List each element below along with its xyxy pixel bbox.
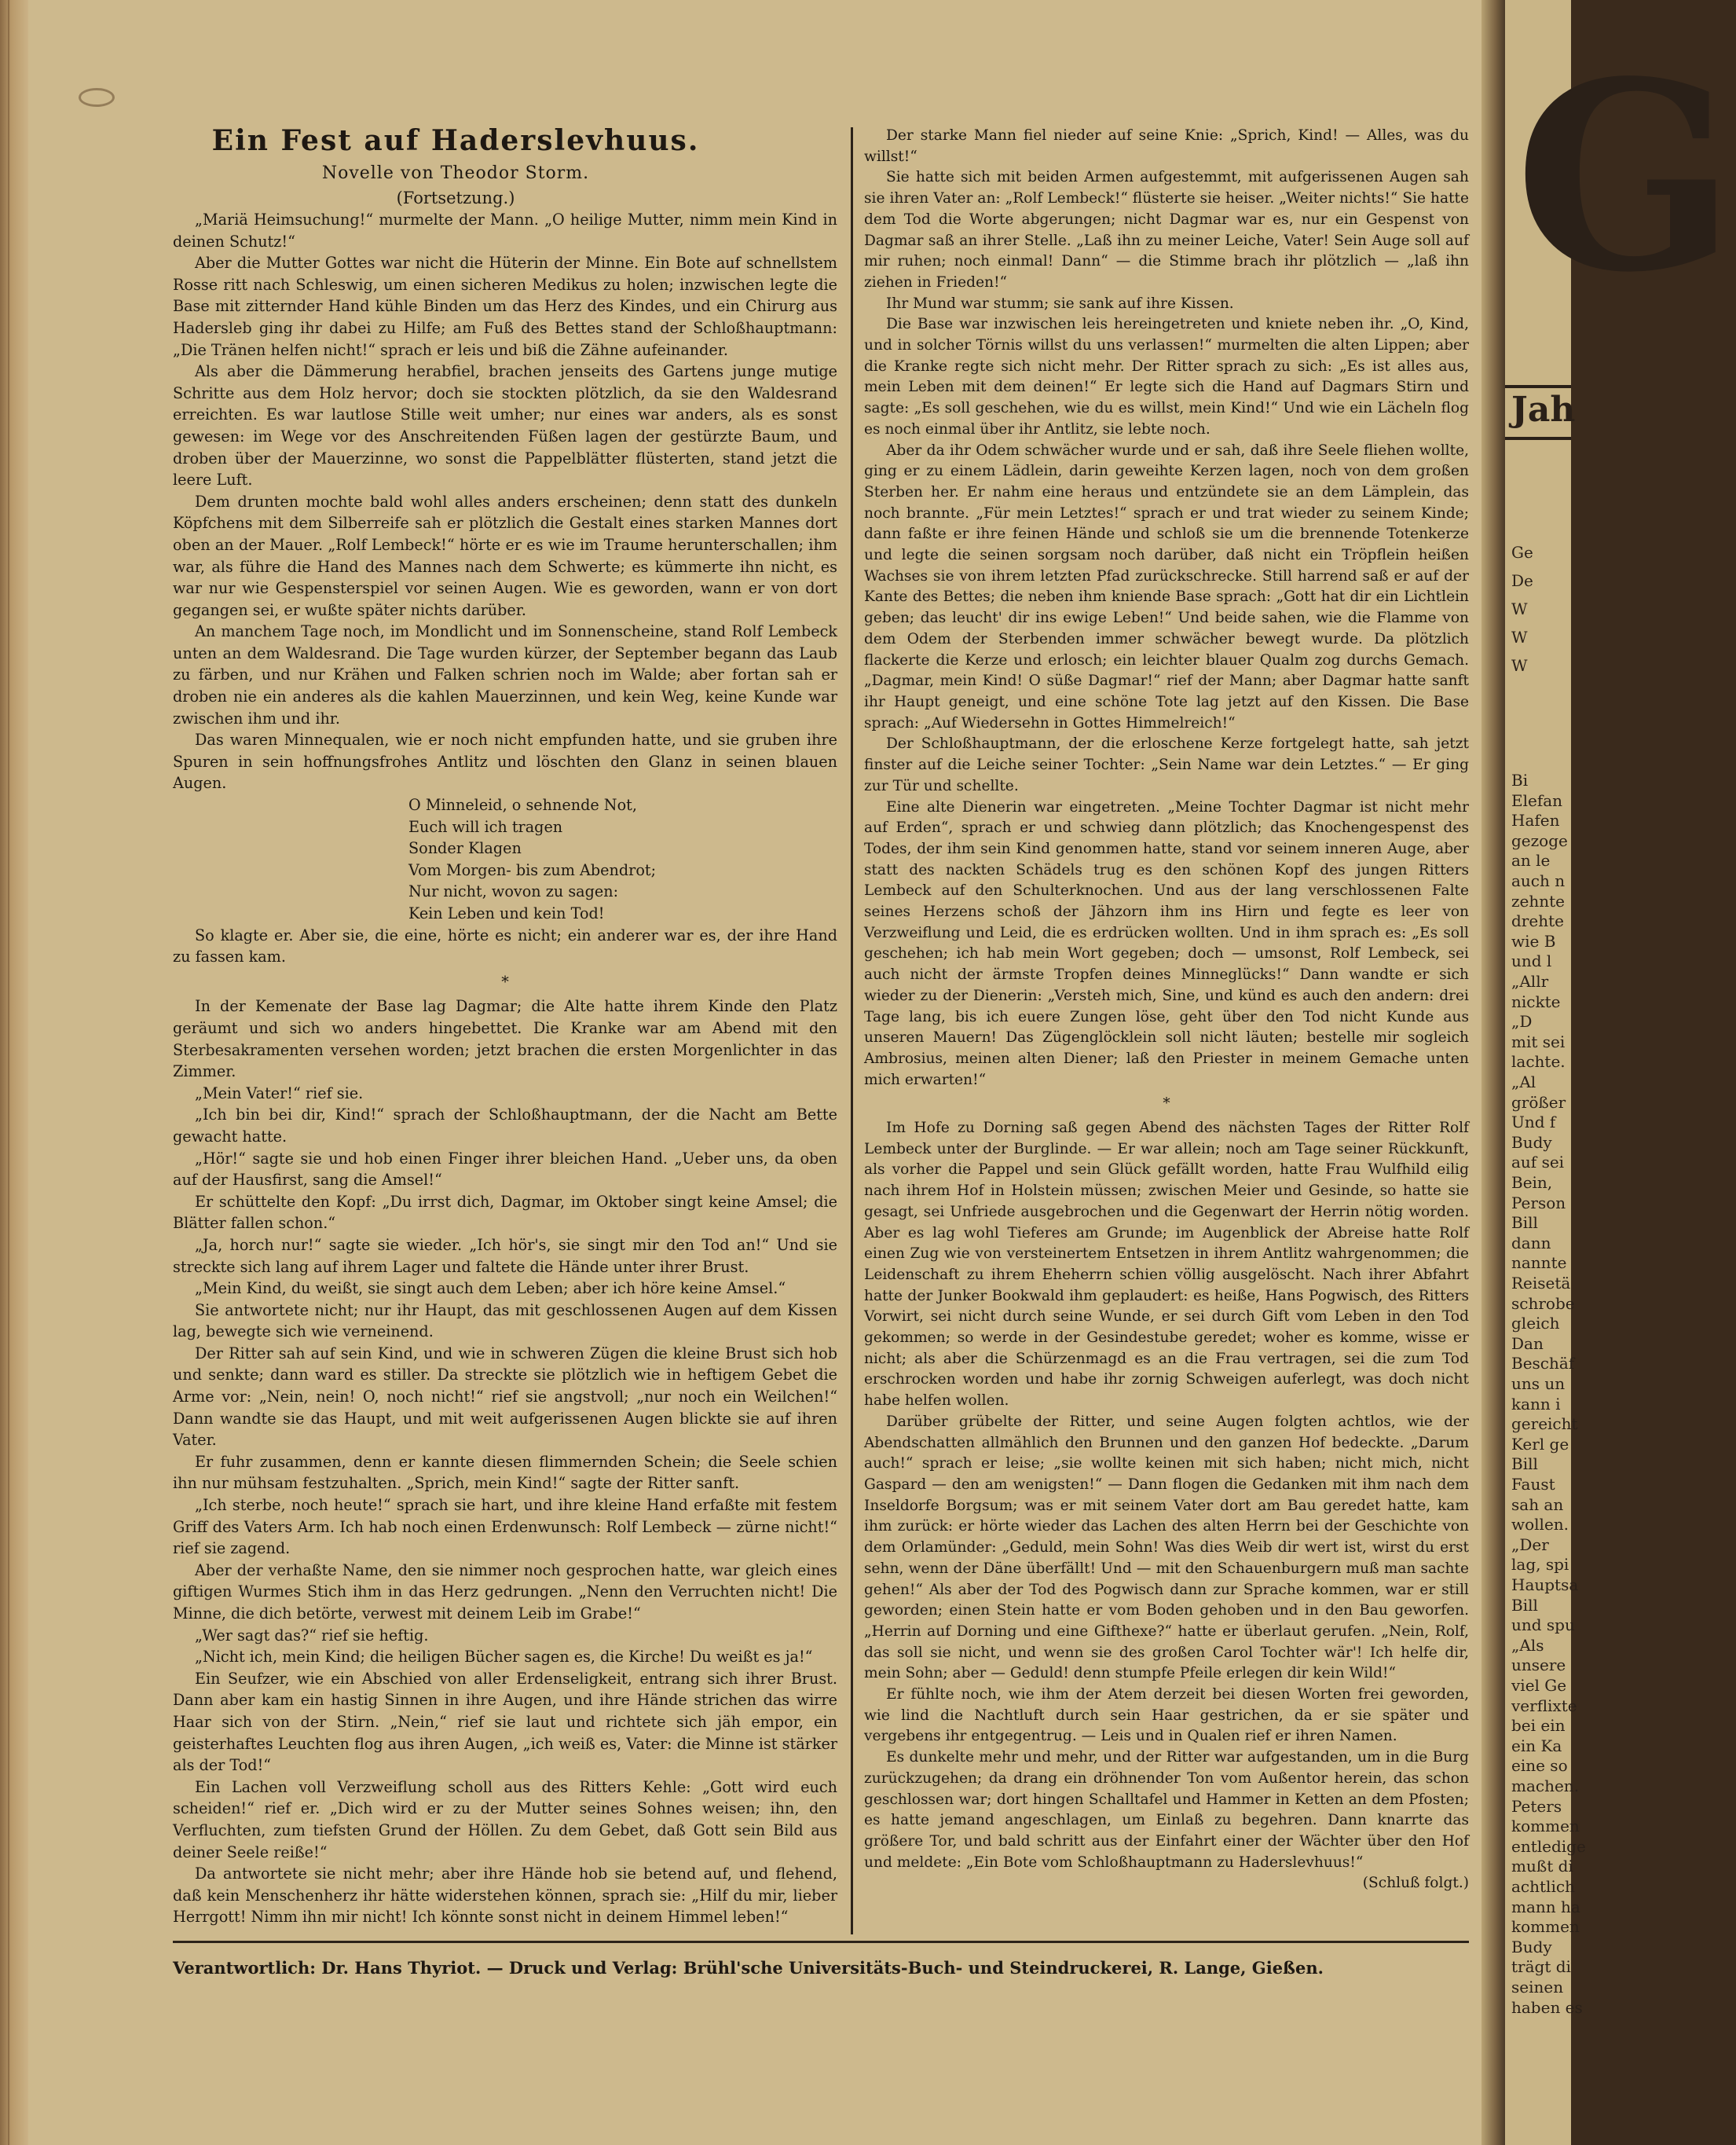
paragraph: „Ich bin bei dir, Kind!“ sprach der Schloßhauptmann, der die Nacht am Bette gewacht hatte. (173, 1106, 837, 1146)
adjacent-word-fragment: Faust (1511, 1475, 1555, 1494)
adjacent-word-fragment: bei ein (1511, 1716, 1566, 1736)
adjacent-word-fragment: lachte. (1511, 1052, 1566, 1072)
adjacent-word-fragment: Peters (1511, 1796, 1562, 1816)
left-paragraphs-part2 (173, 996, 837, 1928)
paragraph: „Hör!“ sagte sie und hob einen Finger ihrer bleichen Hand. „Ueber uns, da oben auf der Hausfirst, sang die Amsel!“ (173, 1149, 837, 1190)
adjacent-word-fragment: Beschäf (1511, 1354, 1575, 1373)
page-gutter (1481, 0, 1505, 2145)
paragraph: Aber die Mutter Gottes war nicht die Hüterin der Minne. Ein Bote auf schnellstem Rosse ritt nach Schleswig, um einen sicheren Medikus zu holen; inzwischen legte die Base mit zitternder Hand kühle Binden um das Herz des Kindes, und ein Chirurg aus Hadersleb ging ihr dabei zu Hilfe; am Fuß des Bettes stand der Schloßhauptmann: „Die Tränen helfen nicht!“ sprach er leis und biß die Zähne aufeinander. (173, 254, 837, 359)
adjacent-word-fragment: Und f (1511, 1113, 1556, 1132)
left-column (173, 209, 837, 1928)
adjacent-word-fragment: und l (1511, 952, 1552, 971)
adjacent-word-fragment: kommen (1511, 1817, 1580, 1836)
adjacent-word-fragment: trägt di (1511, 1957, 1571, 1977)
paragraph: „Mein Vater!“ rief sie. (195, 1084, 364, 1102)
adjacent-word-fragment: „Al (1511, 1072, 1536, 1091)
adjacent-word-fragment: und spu (1511, 1615, 1575, 1635)
adjacent-word-fragment: wie B (1511, 931, 1556, 951)
adjacent-word-fragment: „Als (1511, 1635, 1544, 1655)
adjacent-word-fragment: seinen (1511, 1978, 1564, 1996)
binding-edge (0, 0, 28, 2145)
paragraph: Als aber die Dämmerung herabfiel, brachen jenseits des Gartens junge mutige Schritte aus dem Holz hervor; doch sie stockten plötzlich, da sie den Waldesrand erreichten. Es war lautlose Stille weit umher; nur eines war anders, als es sonst gewesen: im Wege vor des Anschreitenden Füßen lagen der gestürzte Baum, und droben über der Mauerzinne, wo sonst die Pappelblätter flüsterten, stand jetzt die leere Luft. (173, 362, 837, 490)
adjacent-word-fragment: unsere (1511, 1656, 1566, 1675)
paragraph: Dem drunten mochte bald wohl alles anders erscheinen; denn statt des dunkeln Köpfchens mit dem Silberreife sah er plötzlich die Gestalt eines starken Mannes dort oben an der Mauer. „Rolf Lembeck!“ hörte er es wie im Traume herunterschallen; ihm war, als führe die Hand des Mannes nach dem Schwerte; es kümmerte ihn nicht, es war nur wie Gespensterspiel vor seinen Augen. Wie es geworden, wann er von dort gegangen sei, er wußte später nichts darüber. (173, 492, 837, 619)
adjacent-page-fragment (1505, 0, 1736, 2145)
paragraph: Sie hatte sich mit beiden Armen aufgestemmt, mit aufgerissenen Augen sah sie ihren Vater an: „Rolf Lembeck!“ flüsterte sie heiser. „Weiter nichts!“ Sie hatte dem Tod die Worte abgerungen; nicht Dagmar war es, nur ein Gespenst von Dagmar saß an ihrer Stelle. „Laß ihn zu meiner Leiche, Vater! Sein Auge soll auf mir ruhen; noch einmal! Dann“ — die Stimme brach ihr plötzlich — „laß ihn ziehen in Frieden!“ (864, 169, 1469, 291)
adjacent-word-fragment: verflixte (1511, 1696, 1577, 1715)
paragraph: „Ja, horch nur!“ sagte sie wieder. „Ich hör's, sie singt mir den Tod an!“ Und sie streckte sich lang auf ihrem Lager und faltete die Hände unter ihrer Brust. (173, 1235, 837, 1276)
paragraph: Im Hofe zu Dorning saß gegen Abend des nächsten Tages der Ritter Rolf Lembeck unter der Burglinde. — Er war allein; noch am Tage seiner Rückkunft, als vorher die Pappel und sein Glück gefällt worden, hatte Frau Wulfhild eilig nach ihrem Hof in Holstein müssen; zwischen Meier und Gesinde, so hatte sie gesagt, sei Unfriede ausgebrochen und die Gegenwart der Herrin nötig worden. Aber es lag wohl Tieferes am Grunde; im Augenblick der Abreise hatte Rolf einen Zug wie von versteinertem Entsetzen in ihrem Antlitz wahrgenommen; die Leidenschaft zu ihrem Eheherrn schien völlig ausgelöscht. Nach ihrer Abfahrt hatte der Junker Bookwald ihm geplaudert: es heiße, Hans Pogwisch, des Ritters Vorwirt, sei nicht durch seine Wunde, er sei durch Gift vom Leben in den Tod gekommen; so werde in der Gesindestube geredet; woher es komme, wisse er nicht; als aber die Schürzenmagd es an die Frau vertragen, sei die zum Tod erschrocken worden und habe ihr zornig Schweigen auferlegt, was doch nicht habe helfen wollen. (864, 1120, 1469, 1410)
paragraph: Der starke Mann fiel nieder auf seine Knie: „Sprich, Kind! — Alles, was du willst!“ (864, 127, 1469, 165)
adjacent-word-fragment: „D (1511, 1012, 1533, 1032)
adjacent-word-fragment: größer (1511, 1092, 1566, 1112)
poem (173, 794, 837, 925)
adjacent-word-fragment: Budy (1511, 1937, 1552, 1956)
paragraph: Sie antwortete nicht; nur ihr Haupt, das mit geschlossenen Augen auf dem Kissen lag, bewegte sich wie verneinend. (173, 1300, 837, 1341)
section-divider-star: * (1163, 1095, 1170, 1113)
adjacent-word-fragment: lag, spi (1511, 1555, 1569, 1575)
adjacent-word-fragment: dann (1511, 1233, 1551, 1252)
column-divider (851, 127, 853, 1934)
adjacent-word-fragment: wollen. (1511, 1515, 1569, 1534)
adjacent-word-fragment: drehte (1511, 911, 1564, 931)
left-paragraphs-after-poem (173, 925, 837, 968)
paragraph: In der Kemenate der Base lag Dagmar; die Alte hatte ihrem Kinde den Platz geräumt und sich wo anders hingebettet. Die Kranke war am Abend mit den Sterbesakramenten versehen worden; jetzt brachen die ersten Morgenlichter in das Zimmer. (173, 997, 837, 1081)
poem-line: Euch will ich tragen (408, 817, 563, 836)
paragraph: Der Ritter sah auf sein Kind, und wie in schweren Zügen die kleine Brust sich hob und senkte; dann ward es stiller. Da streckte sie plötzlich wie in heftigem Gebet die Arme vor: „Nein, nein! O, noch nicht!“ rief sie angstvoll; „nur noch ein Weilchen!“ Dann wandte sie das Haupt, und mit weit aufgerissenen Augen blickte sie auf ihren Vater. (173, 1344, 837, 1450)
poem-line: Vom Morgen- bis zum Abendrot; (408, 860, 657, 879)
paragraph: Da antwortete sie nicht mehr; aber ihre Hände hob sie betend auf, und flehend, daß kein Menschenherz ihr hätte widerstehen können, sprach sie: „Hilf du mir, lieber Herrgott! Nimm ihn mir nicht! Ich könnte sonst nicht in deinem Himmel leben!“ (173, 1864, 837, 1927)
adjacent-rule (1505, 437, 1571, 440)
adjacent-word-fragment: „Allr (1511, 972, 1549, 991)
paragraph: Er fuhr zusammen, denn er kannte diesen flimmernden Schein; die Seele schien ihn nur mühsam festzuhalten. „Sprich, mein Kind!“ sagte der Ritter sanft. (173, 1452, 837, 1493)
adjacent-word-fragment: De (1511, 571, 1533, 590)
paragraph: Eine alte Dienerin war eingetreten. „Meine Tochter Dagmar ist nicht mehr auf Erden“, sprach er und schwieg dann plötzlich; das Knochengespenst des Todes, der ihm sein Kind genommen hatte, stand vor seinem inneren Auge, aber statt des nackten Schädels trug es den schönen Kopf des jungen Ritters Lembeck auf den Schulterknochen. Und aus der lang verschlossenen Falte seines Herzens schoß der Jähzorn ihm ins Hirn und fegte es leer von Verzweiflung und Leid, die es erdrücken wollten. Und in ihm sprach es: „Es soll geschehen; ich hab mein Wort gegeben; doch — umsonst, Rolf Lembeck, sei auch nicht der ärmste Tropfen deines Minneglücks!“ Dann wandte er sich wieder zu der Dienerin: „Versteh mich, Sine, und künd es auch den andern: drei Tage lang, bis ich euere Zungen löse, geht über den Tod nicht Kunde aus unseren Mauern! Das Zügenglöcklein soll nicht läuten; bestelle mir sogleich Ambrosius, meinen alten Diener; laß den Priester in meinem Gemache unten mich erwarten!“ (864, 798, 1469, 1088)
adjacent-word-fragment: auch n (1511, 871, 1566, 890)
adjacent-word-fragment: Bill (1511, 1454, 1538, 1474)
adjacent-word-fragment: machen. (1511, 1776, 1580, 1795)
paragraph: „Nicht ich, mein Kind; die heiligen Bücher sagen es, die Kirche! Du weißt es ja!“ (195, 1648, 813, 1666)
adjacent-word-fragment: zehnte (1511, 891, 1566, 911)
adjacent-word-fragment: achtlich (1511, 1877, 1575, 1896)
adjacent-word-fragment: kann i (1511, 1394, 1561, 1414)
imprint-line: Verantwortlich: Dr. Hans Thyriot. — Druck und Verlag: Brühl'sche Universitäts-Buch- und Steindruckerei, R. Lange, Gießen. (173, 1958, 1324, 1978)
article-subtitle: Novelle von Theodor Storm. (321, 163, 590, 183)
paragraph: Er schüttelte den Kopf: „Du irrst dich, Dagmar, im Oktober singt keine Amsel; die Blätter fallen schon.“ (173, 1192, 837, 1233)
left-paragraphs (173, 209, 837, 794)
adjacent-word-fragment: Bi (1511, 771, 1529, 790)
paragraph: Ihr Mund war stumm; sie sank auf ihre Kissen. (886, 295, 1234, 312)
adjacent-word-fragment: gezoge (1511, 830, 1568, 850)
adjacent-word-fragment: viel Ge (1511, 1676, 1567, 1695)
adjacent-word-fragment: auf sei (1511, 1153, 1565, 1172)
paragraph: An manchem Tage noch, im Mondlicht und im Sonnenscheine, stand Rolf Lembeck unten an dem Waldesrand. Die Tage wurden kürzer, der September begann das Laub zu färben, und nur Krähen und Falken schrien noch im Walde; aber fortan sah er droben nie ein anderes als die kahlen Mauerzinnen, und kein Weg, keine Kunde war zwischen ihm und ihr. (173, 622, 837, 728)
adjacent-word-fragment: kommen (1511, 1917, 1580, 1937)
paragraph: Ein Lachen voll Verzweiflung scholl aus des Ritters Kehle: „Gott wird euch scheiden!“ rief er. „Dich wird er zu der Mutter seines Sohnes weisen; ihn, den Verfluchten, zum tiefsten Grund der Höllen. Zu dem Gebet, daß Gott sein Bild aus deiner Seele reiße!“ (173, 1777, 837, 1861)
right-paragraphs (864, 126, 1469, 1091)
adjacent-word-fragment: ein Ka (1511, 1736, 1562, 1755)
adjacent-word-fragment: Reisetä (1511, 1274, 1571, 1292)
paragraph: Der Schloßhauptmann, der die erloschene Kerze fortgelegt hatte, sah jetzt finster auf die Leiche seiner Tochter: „Sein Name war dein Letztes.“ — Er ging zur Tür und schellte. (864, 735, 1469, 794)
page-mark (79, 88, 115, 107)
paragraph: „Mariä Heimsuchung!“ murmelte der Mann. „O heilige Mutter, nimm mein Kind in deinen Schutz!“ (173, 211, 837, 251)
adjacent-title-fragment: Jah (1511, 390, 1576, 430)
right-column (864, 126, 1469, 1894)
paragraph: So klagte er. Aber sie, die eine, hörte es nicht; ein anderer war es, der ihre Hand zu fassen kam. (173, 926, 837, 966)
paragraph: Die Base war inzwischen leis hereingetreten und kniete neben ihr. „O, Kind, und in solcher Törnis willst du uns verlassen!“ murmelten die alten Lippen; aber die Kranke regte sich nicht mehr. Der Ritter sprach zu sich: „Es ist alles aus, mein Leben mit dem deinen!“ Er legte sich die Hand auf Dagmars Stirn und sagte: „Es soll geschehen, wie du es willst, mein Kind!“ Und wie ein Lächeln flog es noch einmal über ihr Antlitz, sie lebte noch. (864, 316, 1469, 438)
paragraph: „Mein Kind, du weißt, sie singt auch dem Leben; aber ich höre keine Amsel.“ (195, 1279, 786, 1298)
adjacent-word-fragment: W (1511, 656, 1528, 675)
adjacent-word-fragment: mit sei (1511, 1032, 1566, 1051)
adjacent-word-fragment: Elefan (1511, 790, 1563, 810)
adjacent-word-fragment: uns un (1511, 1374, 1566, 1393)
paragraph: „Wer sagt das?“ rief sie heftig. (195, 1626, 429, 1644)
adjacent-word-fragment: „Der (1511, 1534, 1549, 1554)
adjacent-word-fragment: gleich (1511, 1314, 1560, 1333)
paragraph: Es dunkelte mehr und mehr, und der Ritter war aufgestanden, um in die Burg zurückzugehen; da drang ein dröhnender Ton vom Außentor herein, das schon geschlossen war; dort hingen Schalltafel und Hammer in Ketten an dem Pfosten; es hatte jemand angeschlagen, um Einlaß zu begehren. Dann knarrte das größere Tor, und bald schritt aus der Einfahrt einer der Wächter über den Hof und meldete: „Ein Bote vom Schloßhauptmann zu Haderslevhuus!“ (864, 1749, 1469, 1871)
paragraph: Er fühlte noch, wie ihm der Atem derzeit bei diesen Worten frei geworden, wie lind die Nachtluft durch sein Haar gestrichen, da er sie später und vergebens ihr entgegentrug. — Leis und in Qualen rief er ihren Namen. (864, 1686, 1469, 1745)
adjacent-word-fragment: W (1511, 628, 1528, 647)
adjacent-word-fragment: nannte (1511, 1253, 1567, 1273)
adjacent-word-fragment: Hafen (1511, 811, 1560, 830)
paragraph: Darüber grübelte der Ritter, und seine Augen folgten achtlos, wie der Abendschatten allmählich den Brunnen und den ganzen Hof bedeckte. „Darum auch!“ sprach er leise; „sie wollte keinen mit sich haben; nicht mich, nicht Gaspard — den am wenigsten!“ — Dann flogen die Gedanken mit ihm nach dem Inseldorfe Borgsum; was er mit seinem Vater dort am Bau geredet hatte, kam ihm zurück: er hörte wieder das Lachen des alten Herrn bei der Geschichte von dem Orlamünder: „Geduld, mein Sohn! Was dies Weib dir wert ist, wirst du erst sehn, wenn der Däne überfällt! Und — mit den Schauenburgern muß man sachte gehen!“ Als aber der Tod des Pogwisch dann zur Sprache kommen, war er still geworden; einen Stein hatte er vom Boden gehoben und in den Bau geworfen. „Herrin auf Dorning und eine Gifthexe?“ hatte er überlaut gerufen. „Nein, Rolf, das soll sie nicht, und wenn sie des großen Carol Tochter wär'! Ich helfe dir, mein Sohn; aber — Geduld! denn stumpfe Pfeile erlegen dir kein Wild!“ (864, 1413, 1469, 1682)
adjacent-word-fragment: mann ha (1511, 1897, 1580, 1916)
paragraph: Aber der verhaßte Name, den sie nimmer noch gesprochen hatte, war gleich eines giftigen Wurmes Stich ihm in das Herz gedrungen. „Nenn den Verruchten nicht! Die Minne, die dich betörte, verwest mit deinem Leib im Grabe!“ (173, 1560, 837, 1622)
poem-line: O Minneleid, o sehnende Not, (408, 796, 637, 815)
poem-line: Nur nicht, wovon zu sagen: (408, 882, 619, 901)
adjacent-word-fragment: entledige (1511, 1836, 1586, 1856)
adjacent-word-fragment: sah an (1511, 1494, 1564, 1514)
paragraph: Das waren Minnequalen, wie er noch nicht empfunden hatte, und sie gruben ihre Spuren in sein hoffnungsfrohes Antlitz und löschten den Glanz in seinen blauen Augen. (173, 731, 837, 793)
adjacent-word-fragment: mußt di (1511, 1857, 1573, 1876)
adjacent-word-fragment: Dan (1511, 1333, 1544, 1353)
adjacent-word-fragment: Budy (1511, 1132, 1552, 1152)
adjacent-word-fragment: an le (1511, 851, 1551, 871)
adjacent-word-fragment: haben es (1511, 1997, 1583, 2017)
poem-line: Kein Leben und kein Tod! (408, 904, 605, 922)
article-title: Ein Fest auf Haderslevhuus. (211, 124, 700, 157)
poem-line: Sonder Klagen (408, 839, 522, 858)
adjacent-word-fragment: eine so (1511, 1756, 1568, 1776)
right-paragraphs-part2 (864, 1118, 1469, 1873)
to-be-concluded: (Schluß folgt.) (1362, 1875, 1469, 1892)
adjacent-word-fragment: W (1511, 600, 1528, 618)
continuation-note: (Fortsetzung.) (396, 189, 515, 207)
adjacent-word-fragment: Hauptsa (1511, 1575, 1579, 1594)
adjacent-word-fragment: gereicht (1511, 1414, 1578, 1434)
paragraph: „Ich sterbe, noch heute!“ sprach sie hart, und ihre kleine Hand erfaßte mit festem Griff des Vaters Arm. Ich hab noch einen Erdenwunsch: Rolf Lembeck — zürne nicht!“ rief sie zagend. (173, 1496, 837, 1558)
adjacent-word-fragment: schrobe (1511, 1293, 1575, 1313)
section-divider-star: * (501, 972, 509, 991)
adjacent-word-fragment: Ge (1511, 543, 1533, 562)
adjacent-word-fragment: Bill (1511, 1595, 1538, 1615)
adjacent-rule (1505, 385, 1571, 388)
footer-rule (173, 1941, 1469, 1943)
adjacent-word-fragment: nickte (1511, 992, 1561, 1011)
paragraph: Ein Seufzer, wie ein Abschied von aller Erdenseligkeit, entrang sich ihrer Brust. Dann aber kam ein hastig Sinnen in ihre Augen, und ihre Hände strichen das wirre Haar sich von der Stirn. „Nein,“ rief sie laut und richtete sich jäh empor, ein geisterhaftes Leuchten flog aus ihren Augen, „ich weiß es, Vater: die Minne ist stärker als der Tod!“ (173, 1669, 837, 1775)
paragraph: Aber da ihr Odem schwächer wurde und er sah, daß ihre Seele fliehen wollte, ging er zu einem Lädlein, darin geweihte Kerzen lagen, noch von dem großen Sterben her. Er nahm eine heraus und entzündete sie an dem Lämplein, das noch brannte. „Für mein Letztes!“ sprach er und trat wieder zu seinem Kinde; dann faßte er ihre feinen Hände und schloß sie um die brennende Totenkerze und legte die seinen sorgsam noch darüber, daß nicht ein Tröpflein heißen Wachses sie von ihrem letzten Pfad zurückschrecke. Still harrend saß er auf der Kante des Bettes; die neben ihm kniende Base sprach: „Gott hat dir ein Lichtlein geben; das leucht' dir ins ewige Leben!“ Und beide sahen, wie die Flamme von dem Odem der Sterbenden immer schwächer bewegt wurde. Da plötzlich flackerte die Kerze und erlosch; ein leichter blauer Qualm zog durchs Gemach. „Dagmar, mein Kind! O süße Dagmar!“ rief der Mann; aber Dagmar hatte sanft ihr Haupt geneigt, und eine schöne Tote lag jetzt auf den Kissen. Die Base sprach: „Auf Wiedersehn in Gottes Himmelreich!“ (864, 442, 1469, 732)
adjacent-word-fragment: Person (1511, 1193, 1566, 1212)
adjacent-word-fragment: Bein, (1511, 1173, 1553, 1192)
adjacent-word-fragment: Bill (1511, 1213, 1538, 1233)
large-initial-letter: G (1514, 24, 1736, 329)
adjacent-word-fragment: Kerl ge (1511, 1434, 1569, 1454)
